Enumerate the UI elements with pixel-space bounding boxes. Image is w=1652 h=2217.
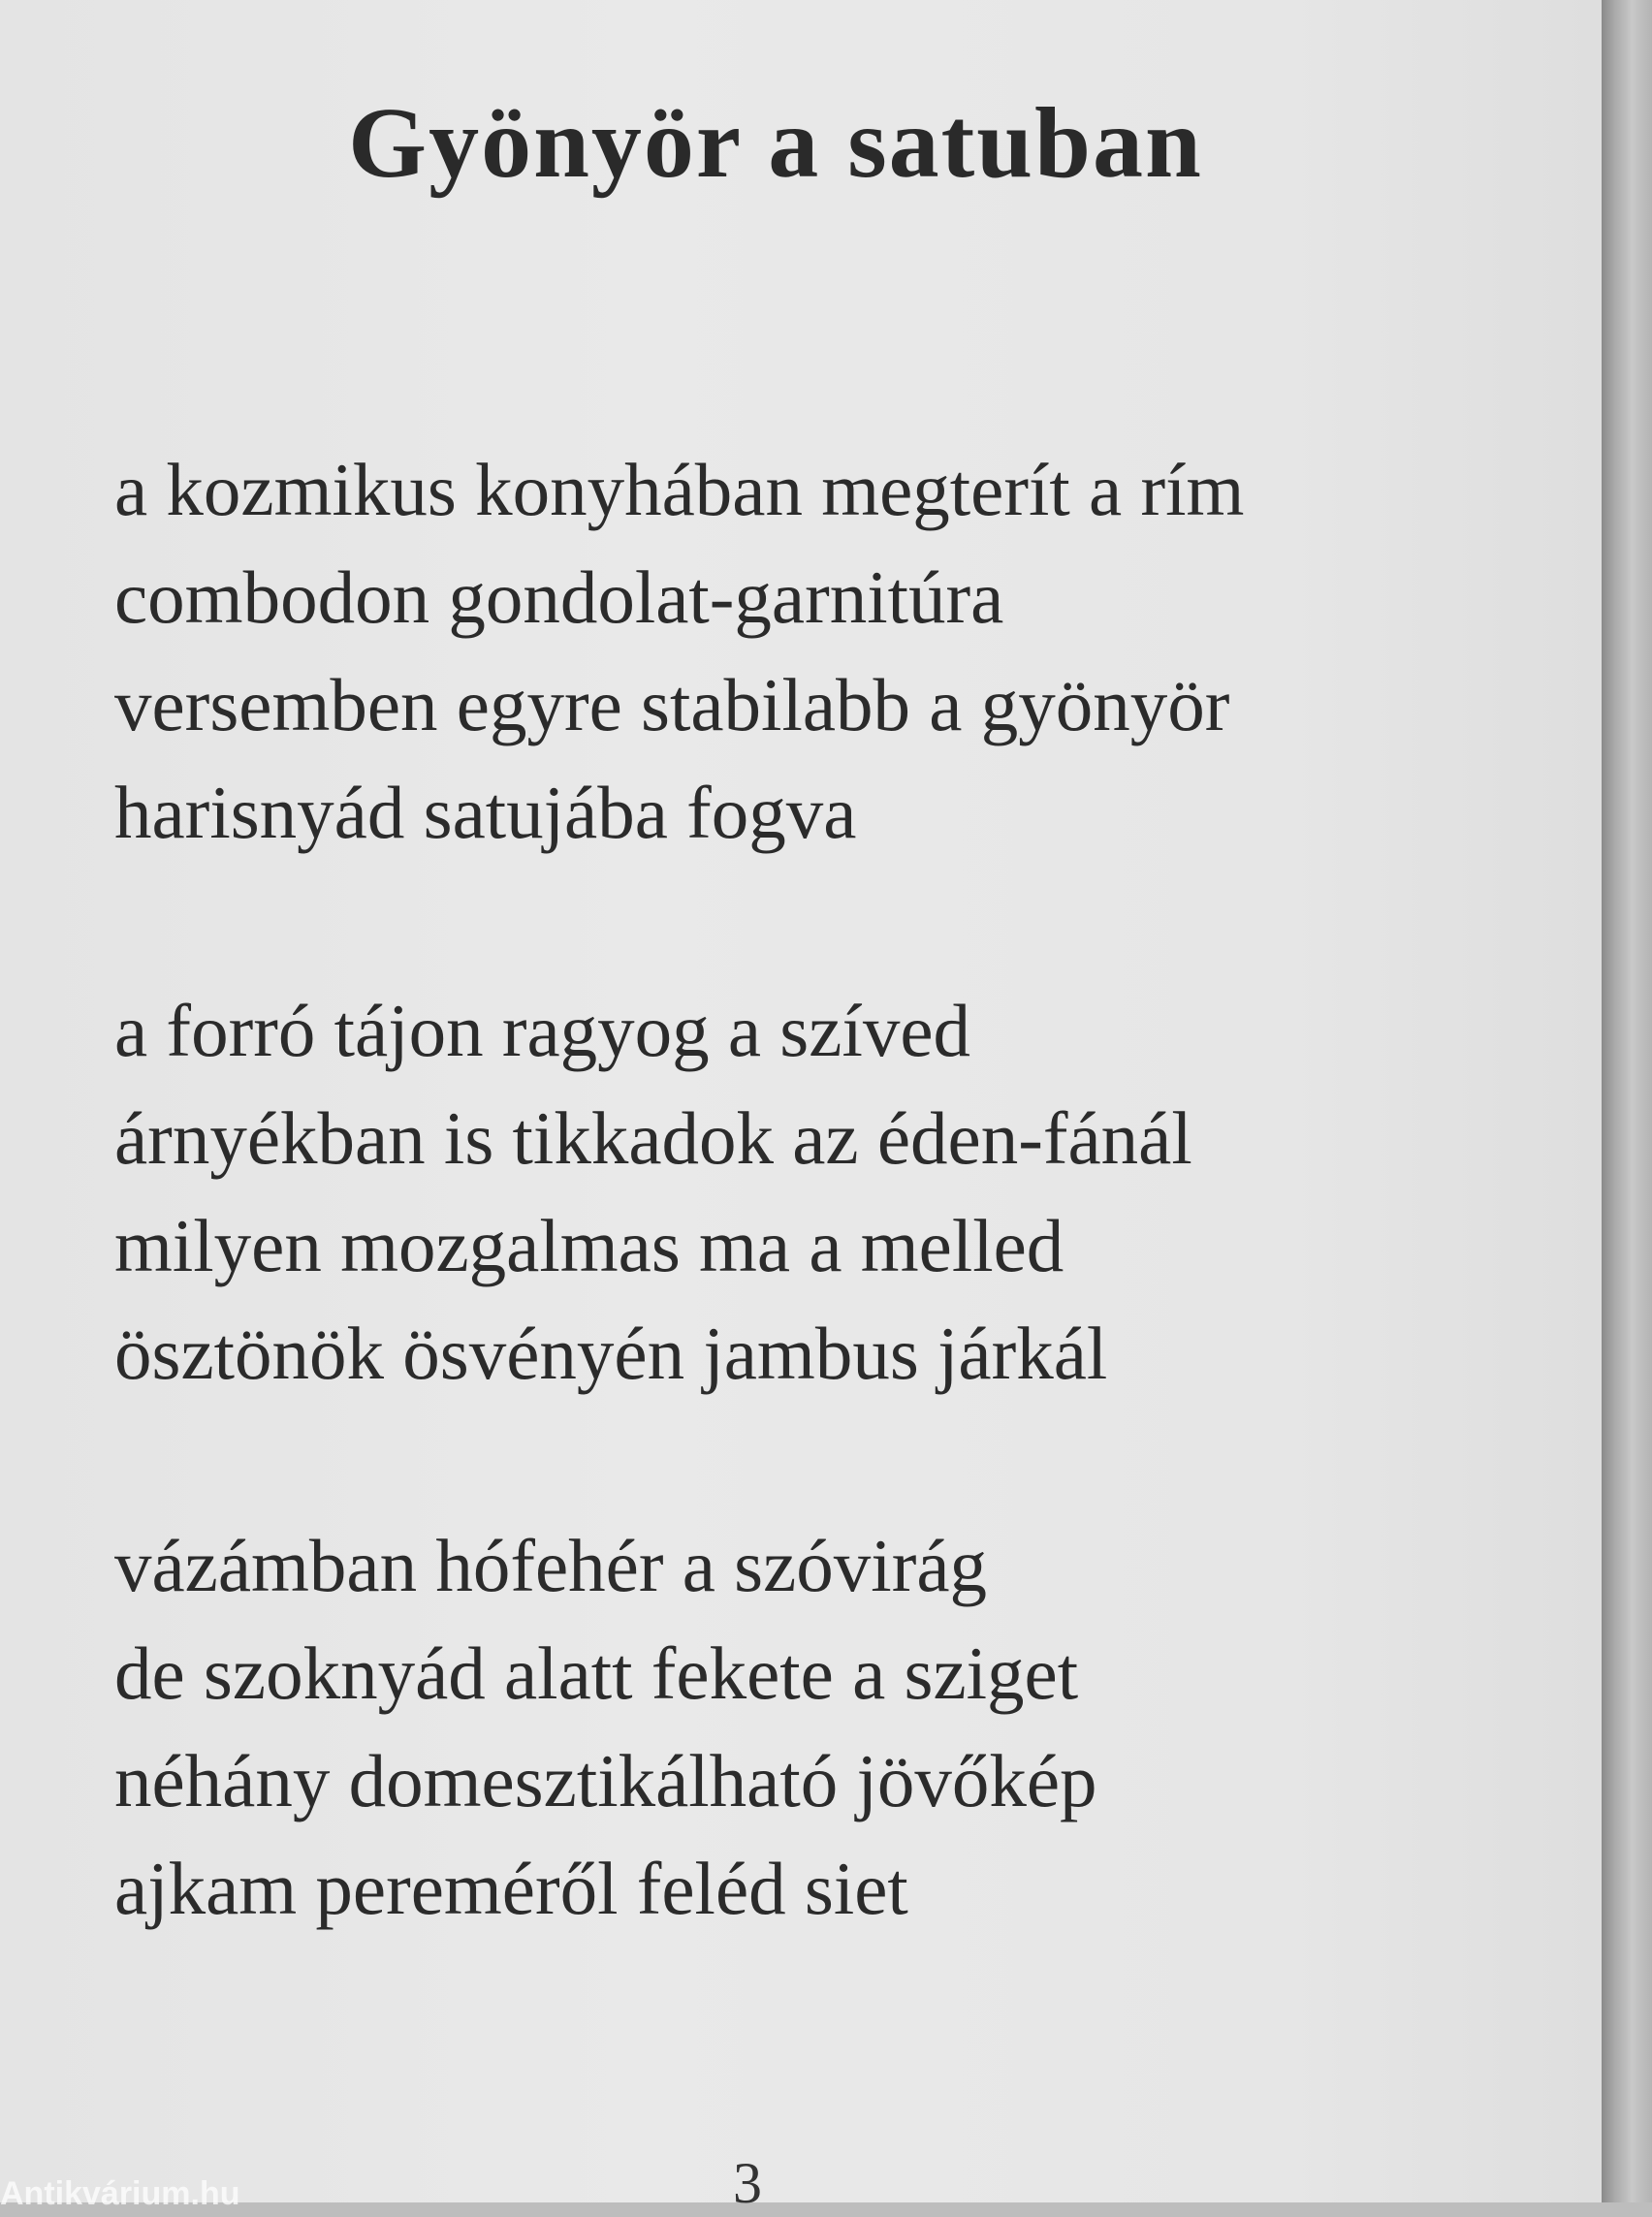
poem-line: néhány domesztikálható jövőkép [114,1739,1097,1822]
stanza-3 [114,1512,1097,1943]
poem-line: versemben egyre stabilabb a gyönyör [114,663,1230,746]
stanza-2 [114,977,1192,1408]
poem-line: combodon gondolat-garnitúra [114,555,1004,639]
poem-line: de szoknyád alatt fekete a sziget [114,1631,1079,1715]
poem-line: a forró tájon ragyog a szíved [114,989,971,1072]
stanza-1 [114,436,1244,867]
poem-line: milyen mozgalmas ma a melled [114,1204,1064,1287]
page-number: 3 [733,2151,762,2215]
poem-title: Gyönyör a satuban [348,87,1203,199]
poem-line: a kozmikus konyhában megterít a rím [114,448,1245,531]
watermark: Antikvárium.hu [0,2175,240,2212]
poem-line: harisnyád satujába fogva [114,771,857,854]
poem-line: vázámban hófehér a szóvirág [114,1524,988,1607]
book-page-edge [1602,0,1652,2202]
poem-line: ösztönök ösvényén jambus járkál [114,1312,1108,1395]
poem-line: árnyékban is tikkadok az éden-fánál [114,1096,1192,1180]
poem-line: ajkam pereméről feléd siet [114,1847,908,1930]
